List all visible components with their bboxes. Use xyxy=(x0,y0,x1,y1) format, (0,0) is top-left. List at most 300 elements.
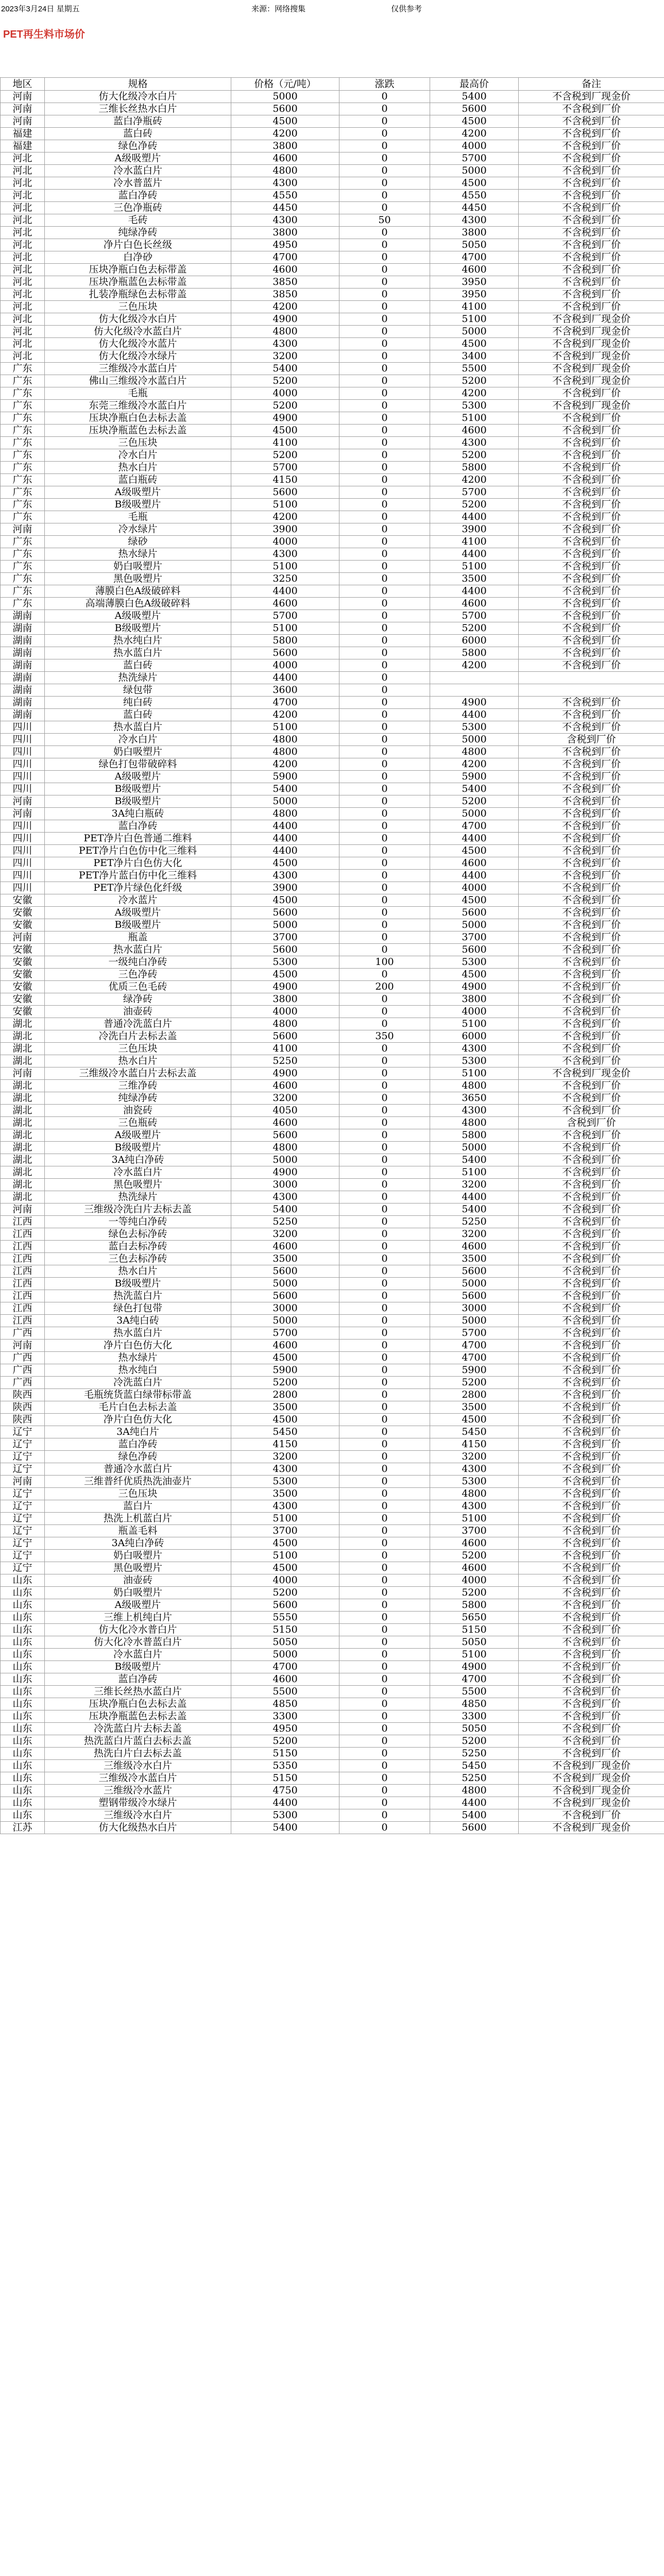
table-row xyxy=(1,1599,664,1612)
high-price-cell: 5100 xyxy=(430,1067,519,1080)
high-price-cell: 5900 xyxy=(430,771,519,783)
table-row xyxy=(1,1661,664,1673)
table-row xyxy=(1,1574,664,1587)
price-cell: 4500 xyxy=(231,969,339,981)
table-row xyxy=(1,338,664,350)
spec-cell: 油瓷砖 xyxy=(45,1105,231,1117)
table-row xyxy=(1,1401,664,1414)
price-cell: 4950 xyxy=(231,1723,339,1735)
table-row xyxy=(1,1364,664,1377)
price-cell: 5250 xyxy=(231,1055,339,1067)
spec-cell: 冷水普蓝片 xyxy=(45,177,231,190)
price-cell: 5000 xyxy=(231,1154,339,1166)
high-price-cell: 5900 xyxy=(430,1364,519,1377)
change-cell: 0 xyxy=(339,511,430,523)
spec-cell: 三色压块 xyxy=(45,301,231,313)
region-cell: 湖南 xyxy=(1,659,45,672)
price-cell: 4700 xyxy=(231,697,339,709)
high-price-cell: 5200 xyxy=(430,622,519,635)
price-cell: 5800 xyxy=(231,635,339,647)
region-cell: 福建 xyxy=(1,128,45,140)
high-price-cell: 5250 xyxy=(430,1216,519,1228)
change-cell: 0 xyxy=(339,350,430,363)
high-price-cell: 5100 xyxy=(430,313,519,326)
high-price-cell: 3300 xyxy=(430,1710,519,1723)
high-price-cell: 4600 xyxy=(430,1562,519,1574)
table-row xyxy=(1,152,664,165)
high-price-cell: 5400 xyxy=(430,91,519,103)
price-cell: 4000 xyxy=(231,387,339,400)
region-cell: 江西 xyxy=(1,1216,45,1228)
note-cell: 不含税到厂价 xyxy=(519,845,664,857)
change-cell: 0 xyxy=(339,363,430,375)
spec-cell: 绿色去标净砖 xyxy=(45,1228,231,1241)
note-cell: 不含税到厂现金价 xyxy=(519,338,664,350)
table-row xyxy=(1,264,664,276)
note-cell: 不含税到厂价 xyxy=(519,152,664,165)
table-row xyxy=(1,499,664,511)
change-cell: 0 xyxy=(339,1352,430,1364)
region-cell: 山东 xyxy=(1,1599,45,1612)
note-cell: 不含税到厂价 xyxy=(519,1092,664,1105)
high-price-cell: 5000 xyxy=(430,919,519,931)
spec-cell: PET净片绿色化纤级 xyxy=(45,882,231,894)
high-price-cell: 5100 xyxy=(430,561,519,573)
note-cell: 不含税到厂价 xyxy=(519,1612,664,1624)
price-cell: 5900 xyxy=(231,1364,339,1377)
high-price-cell: 4700 xyxy=(430,1340,519,1352)
change-cell: 350 xyxy=(339,1030,430,1043)
region-cell: 广东 xyxy=(1,375,45,387)
note-cell: 不含税到厂价 xyxy=(519,1241,664,1253)
change-cell: 0 xyxy=(339,1772,430,1785)
high-price-cell: 4400 xyxy=(430,870,519,882)
price-cell: 4600 xyxy=(231,1673,339,1686)
high-price-cell: 4400 xyxy=(430,1191,519,1204)
table-row xyxy=(1,1006,664,1018)
note-cell: 不含税到厂现金价 xyxy=(519,91,664,103)
change-cell: 100 xyxy=(339,956,430,969)
table-row xyxy=(1,956,664,969)
region-cell: 辽宁 xyxy=(1,1438,45,1451)
spec-cell: 热洗蓝白片蓝白去标去盖 xyxy=(45,1735,231,1748)
high-price-cell: 3500 xyxy=(430,1253,519,1265)
note-cell: 不含税到厂价 xyxy=(519,289,664,301)
high-price-cell: 5250 xyxy=(430,1772,519,1785)
table-row xyxy=(1,128,664,140)
table-row xyxy=(1,993,664,1006)
change-cell: 50 xyxy=(339,214,430,227)
note-cell: 不含税到厂价 xyxy=(519,1661,664,1673)
region-cell: 广东 xyxy=(1,387,45,400)
price-cell: 5600 xyxy=(231,1030,339,1043)
price-cell: 4750 xyxy=(231,1785,339,1797)
spec-cell: 热水白片 xyxy=(45,462,231,474)
change-cell: 0 xyxy=(339,598,430,610)
spec-cell: 三色瓶砖 xyxy=(45,1117,231,1129)
note-cell: 不含税到厂价 xyxy=(519,103,664,115)
high-price-cell: 5800 xyxy=(430,647,519,659)
spec-cell: 净片白色长丝级 xyxy=(45,239,231,251)
high-price-cell: 4600 xyxy=(430,598,519,610)
note-cell: 不含税到厂价 xyxy=(519,1550,664,1562)
table-row xyxy=(1,474,664,486)
price-cell: 5350 xyxy=(231,1760,339,1772)
spec-cell: A级吸塑片 xyxy=(45,1129,231,1142)
region-cell: 广东 xyxy=(1,573,45,585)
region-cell: 辽宁 xyxy=(1,1451,45,1463)
high-price-cell: 5150 xyxy=(430,1624,519,1636)
table-row xyxy=(1,313,664,326)
price-cell: 5100 xyxy=(231,1550,339,1562)
region-cell: 广东 xyxy=(1,598,45,610)
table-row xyxy=(1,1723,664,1735)
region-cell: 河南 xyxy=(1,795,45,808)
table-row xyxy=(1,1018,664,1030)
price-cell: 4500 xyxy=(231,857,339,870)
price-cell: 4500 xyxy=(231,425,339,437)
price-cell: 4450 xyxy=(231,202,339,214)
region-cell: 山东 xyxy=(1,1723,45,1735)
change-cell: 0 xyxy=(339,585,430,598)
region-cell: 江西 xyxy=(1,1265,45,1278)
high-price-cell: 5000 xyxy=(430,165,519,177)
price-cell: 3800 xyxy=(231,993,339,1006)
spec-cell: 仿大化冷水普白片 xyxy=(45,1624,231,1636)
change-cell: 0 xyxy=(339,227,430,239)
region-cell: 广东 xyxy=(1,474,45,486)
table-row xyxy=(1,1513,664,1525)
note-cell: 不含税到厂价 xyxy=(519,140,664,152)
high-price-cell: 4600 xyxy=(430,1241,519,1253)
change-cell: 0 xyxy=(339,1327,430,1340)
price-cell: 2800 xyxy=(231,1389,339,1401)
spec-cell: 冷洗白片去标去盖 xyxy=(45,1030,231,1043)
table-row xyxy=(1,894,664,907)
spec-cell: A级吸塑片 xyxy=(45,610,231,622)
change-cell: 0 xyxy=(339,820,430,833)
note-cell: 不含税到厂价 xyxy=(519,264,664,276)
high-price-cell: 4700 xyxy=(430,251,519,264)
note-cell: 不含税到厂价 xyxy=(519,1216,664,1228)
price-cell: 3850 xyxy=(231,276,339,289)
spec-cell: 绿色打包带 xyxy=(45,1302,231,1315)
spec-cell: 绿净砖 xyxy=(45,993,231,1006)
change-cell: 0 xyxy=(339,1278,430,1290)
region-cell: 湖南 xyxy=(1,635,45,647)
region-cell: 陕西 xyxy=(1,1389,45,1401)
region-cell: 湖北 xyxy=(1,1092,45,1105)
note-cell: 不含税到厂价 xyxy=(519,820,664,833)
spec-cell: 压块净瓶白色去标去盖 xyxy=(45,1698,231,1710)
change-cell: 0 xyxy=(339,684,430,697)
change-cell: 0 xyxy=(339,1587,430,1599)
note-cell: 不含税到厂价 xyxy=(519,214,664,227)
region-cell: 广东 xyxy=(1,363,45,375)
region-cell: 辽宁 xyxy=(1,1463,45,1476)
table-row xyxy=(1,969,664,981)
note-cell: 不含税到厂价 xyxy=(519,1006,664,1018)
col-header-high: 最高价 xyxy=(430,78,519,91)
region-cell: 安徽 xyxy=(1,956,45,969)
high-price-cell: 5000 xyxy=(430,1142,519,1154)
change-cell: 0 xyxy=(339,758,430,771)
high-price-cell: 4600 xyxy=(430,425,519,437)
change-cell: 0 xyxy=(339,1179,430,1191)
region-cell: 安徽 xyxy=(1,894,45,907)
region-cell: 河北 xyxy=(1,177,45,190)
price-cell: 4200 xyxy=(231,709,339,721)
region-cell: 河南 xyxy=(1,808,45,820)
note-cell: 不含税到厂价 xyxy=(519,783,664,795)
price-cell: 4600 xyxy=(231,152,339,165)
change-cell: 0 xyxy=(339,1686,430,1698)
note-cell: 不含税到厂价 xyxy=(519,1154,664,1166)
high-price-cell: 5800 xyxy=(430,1129,519,1142)
table-row xyxy=(1,350,664,363)
table-row xyxy=(1,1154,664,1166)
col-header-change: 涨跌 xyxy=(339,78,430,91)
high-price-cell: 5050 xyxy=(430,1636,519,1649)
note-cell: 不含税到厂价 xyxy=(519,1166,664,1179)
table-row xyxy=(1,1550,664,1562)
high-price-cell: 4500 xyxy=(430,894,519,907)
high-price-cell: 4500 xyxy=(430,338,519,350)
region-cell: 辽宁 xyxy=(1,1500,45,1513)
table-row xyxy=(1,202,664,214)
spec-cell: 净片白色仿大化 xyxy=(45,1414,231,1426)
note-cell: 不含税到厂现金价 xyxy=(519,363,664,375)
change-cell: 0 xyxy=(339,1574,430,1587)
high-price-cell: 4300 xyxy=(430,214,519,227)
table-row xyxy=(1,1265,664,1278)
spec-cell: 毛瓶 xyxy=(45,387,231,400)
note-cell: 不含税到厂价 xyxy=(519,1537,664,1550)
table-row xyxy=(1,326,664,338)
region-cell: 陕西 xyxy=(1,1401,45,1414)
price-cell: 4050 xyxy=(231,1105,339,1117)
spec-cell: 热水蓝白片 xyxy=(45,721,231,734)
note-cell: 不含税到厂价 xyxy=(519,1438,664,1451)
table-row xyxy=(1,1698,664,1710)
table-row xyxy=(1,449,664,462)
high-price-cell: 3200 xyxy=(430,1179,519,1191)
high-price-cell: 4800 xyxy=(430,1488,519,1500)
price-cell: 3300 xyxy=(231,1710,339,1723)
price-cell: 4800 xyxy=(231,1018,339,1030)
high-price-cell: 4550 xyxy=(430,190,519,202)
note-cell: 不含税到厂价 xyxy=(519,561,664,573)
price-cell: 4300 xyxy=(231,1500,339,1513)
note-cell: 不含税到厂价 xyxy=(519,1228,664,1241)
note-cell: 不含税到厂价 xyxy=(519,276,664,289)
price-cell: 4300 xyxy=(231,1191,339,1204)
col-header-price: 价格（元/吨） xyxy=(231,78,339,91)
note-cell: 不含税到厂价 xyxy=(519,931,664,944)
region-cell: 河北 xyxy=(1,338,45,350)
note-cell: 不含税到厂现金价 xyxy=(519,1772,664,1785)
high-price-cell: 5100 xyxy=(430,412,519,425)
change-cell: 0 xyxy=(339,1315,430,1327)
region-cell: 广东 xyxy=(1,499,45,511)
spec-cell: 纯绿净砖 xyxy=(45,227,231,239)
price-cell: 4600 xyxy=(231,1117,339,1129)
high-price-cell: 4200 xyxy=(430,659,519,672)
table-row xyxy=(1,944,664,956)
spec-cell: 3A纯白砖 xyxy=(45,1315,231,1327)
high-price-cell: 5300 xyxy=(430,956,519,969)
high-price-cell: 5700 xyxy=(430,1327,519,1340)
spec-cell: 绿砂 xyxy=(45,536,231,548)
note-cell: 不含税到厂价 xyxy=(519,993,664,1006)
spec-cell: 三维级冷水白片 xyxy=(45,1760,231,1772)
change-cell: 0 xyxy=(339,1500,430,1513)
change-cell: 0 xyxy=(339,1735,430,1748)
note-cell: 不含税到厂价 xyxy=(519,548,664,561)
table-row xyxy=(1,684,664,697)
table-row xyxy=(1,1080,664,1092)
price-cell: 4850 xyxy=(231,1698,339,1710)
table-row xyxy=(1,91,664,103)
change-cell: 0 xyxy=(339,1525,430,1537)
note-cell: 不含税到厂价 xyxy=(519,177,664,190)
spec-cell: B级吸塑片 xyxy=(45,1278,231,1290)
price-cell: 4600 xyxy=(231,264,339,276)
change-cell: 0 xyxy=(339,1253,430,1265)
region-cell: 湖南 xyxy=(1,672,45,684)
spec-cell: PET净片白色仿中化三维料 xyxy=(45,845,231,857)
high-price-cell: 6000 xyxy=(430,1030,519,1043)
table-row xyxy=(1,1030,664,1043)
spec-cell: 绿包带 xyxy=(45,684,231,697)
spec-cell: 毛片白色去标去盖 xyxy=(45,1401,231,1414)
price-cell: 4000 xyxy=(231,1574,339,1587)
high-price-cell: 4900 xyxy=(430,1661,519,1673)
change-cell: 0 xyxy=(339,1451,430,1463)
spec-cell: 热水纯白片 xyxy=(45,635,231,647)
region-cell: 河北 xyxy=(1,301,45,313)
change-cell: 0 xyxy=(339,1463,430,1476)
note-cell: 不含税到厂价 xyxy=(519,1340,664,1352)
table-row xyxy=(1,845,664,857)
high-price-cell: 3950 xyxy=(430,276,519,289)
high-price-cell: 5100 xyxy=(430,1018,519,1030)
spec-cell: 三维上机纯白片 xyxy=(45,1612,231,1624)
change-cell: 0 xyxy=(339,177,430,190)
change-cell: 0 xyxy=(339,425,430,437)
table-body xyxy=(1,91,664,1834)
note-cell: 不含税到厂价 xyxy=(519,1574,664,1587)
table-row xyxy=(1,870,664,882)
spec-cell: 蓝白砖 xyxy=(45,659,231,672)
note-cell: 不含税到厂价 xyxy=(519,1129,664,1142)
price-cell: 5600 xyxy=(231,103,339,115)
high-price-cell: 5450 xyxy=(430,1426,519,1438)
table-row xyxy=(1,387,664,400)
spec-cell: 奶白吸塑片 xyxy=(45,1550,231,1562)
note-cell: 不含税到厂价 xyxy=(519,462,664,474)
spec-cell: 黑色吸塑片 xyxy=(45,1179,231,1191)
spec-cell: B级吸塑片 xyxy=(45,1142,231,1154)
spec-cell: B级吸塑片 xyxy=(45,795,231,808)
region-cell: 四川 xyxy=(1,783,45,795)
high-price-cell: 4300 xyxy=(430,1043,519,1055)
price-cell: 4900 xyxy=(231,412,339,425)
price-cell: 5000 xyxy=(231,1649,339,1661)
high-price-cell: 5500 xyxy=(430,1686,519,1698)
region-cell: 湖南 xyxy=(1,610,45,622)
region-cell: 广西 xyxy=(1,1352,45,1364)
table-row xyxy=(1,251,664,264)
note-cell: 不含税到厂价 xyxy=(519,795,664,808)
spec-cell: 热水绿片 xyxy=(45,1352,231,1364)
region-cell: 河南 xyxy=(1,103,45,115)
spec-cell: 三维级冷水蓝白片 xyxy=(45,363,231,375)
note-cell: 不含税到厂现金价 xyxy=(519,326,664,338)
table-row xyxy=(1,1537,664,1550)
spec-cell: 三维长丝热水蓝白片 xyxy=(45,1686,231,1698)
region-cell: 广东 xyxy=(1,400,45,412)
spec-cell: B级吸塑片 xyxy=(45,622,231,635)
spec-cell: 毛瓶统货蓝白绿带标带盖 xyxy=(45,1389,231,1401)
high-price-cell: 4300 xyxy=(430,1463,519,1476)
note-cell: 不含税到厂现金价 xyxy=(519,1785,664,1797)
region-cell: 广东 xyxy=(1,449,45,462)
change-cell: 0 xyxy=(339,1043,430,1055)
change-cell: 0 xyxy=(339,1340,430,1352)
high-price-cell: 5200 xyxy=(430,1377,519,1389)
price-cell: 5900 xyxy=(231,771,339,783)
note-cell: 不含税到厂价 xyxy=(519,622,664,635)
col-header-spec: 规格 xyxy=(45,78,231,91)
note-cell xyxy=(519,684,664,697)
region-cell: 安徽 xyxy=(1,993,45,1006)
change-cell: 0 xyxy=(339,1476,430,1488)
table-row xyxy=(1,820,664,833)
table-row xyxy=(1,1179,664,1191)
price-cell: 5150 xyxy=(231,1624,339,1636)
table-row xyxy=(1,400,664,412)
spec-cell: PET净片白色普通二维料 xyxy=(45,833,231,845)
note-cell: 不含税到厂价 xyxy=(519,647,664,659)
high-price-cell: 4100 xyxy=(430,301,519,313)
spec-cell: 瓶盖毛料 xyxy=(45,1525,231,1537)
table-row xyxy=(1,1315,664,1327)
spec-cell: 冷水绿片 xyxy=(45,523,231,536)
change-cell: 0 xyxy=(339,1723,430,1735)
region-cell: 江西 xyxy=(1,1278,45,1290)
table-row xyxy=(1,721,664,734)
price-cell: 5600 xyxy=(231,1129,339,1142)
change-cell: 0 xyxy=(339,622,430,635)
change-cell: 0 xyxy=(339,326,430,338)
note-cell: 不含税到厂价 xyxy=(519,1426,664,1438)
spec-cell: 压块净瓶蓝色去标带盖 xyxy=(45,276,231,289)
price-table xyxy=(0,77,664,1834)
spec-cell: 蓝白片 xyxy=(45,1500,231,1513)
high-price-cell: 5700 xyxy=(430,610,519,622)
change-cell: 0 xyxy=(339,1018,430,1030)
note-cell: 不含税到厂现金价 xyxy=(519,1760,664,1772)
spec-cell: 三色压块 xyxy=(45,1043,231,1055)
table-row xyxy=(1,981,664,993)
high-price-cell: 4200 xyxy=(430,758,519,771)
high-price-cell: 4000 xyxy=(430,1006,519,1018)
high-price-cell: 4700 xyxy=(430,1673,519,1686)
table-row xyxy=(1,1587,664,1599)
high-price-cell: 4850 xyxy=(430,1698,519,1710)
table-row xyxy=(1,1772,664,1785)
